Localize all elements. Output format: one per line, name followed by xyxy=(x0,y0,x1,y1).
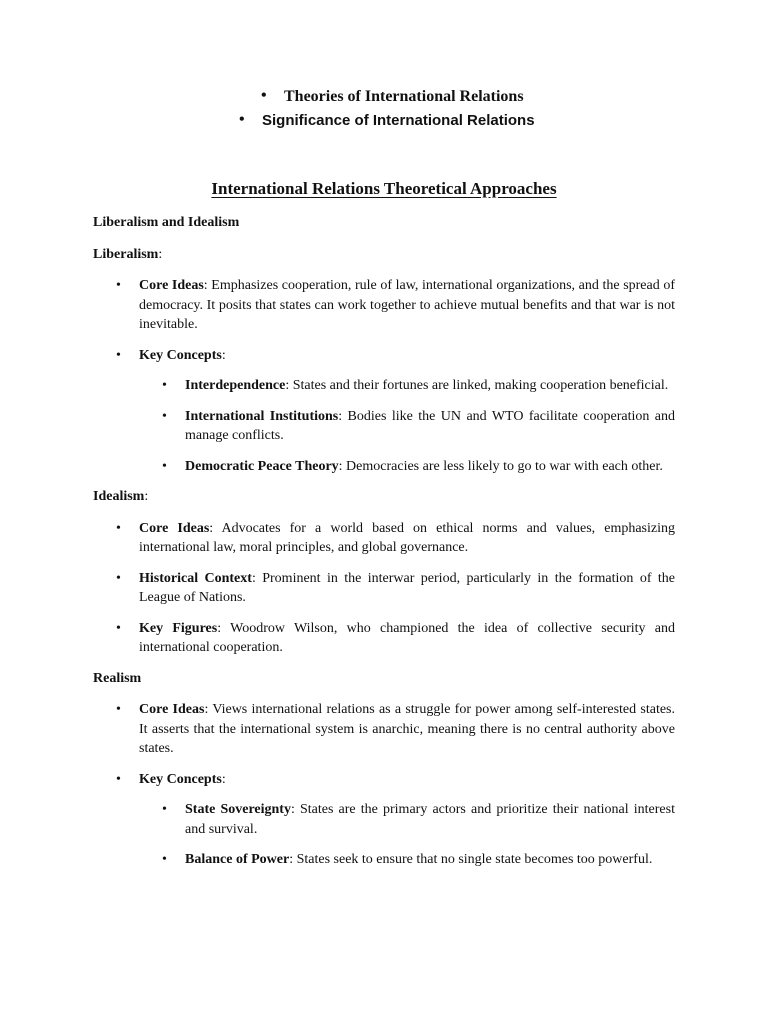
heading-idealism: Idealism: xyxy=(93,489,149,504)
list-item: • Core Ideas: Views international relations as a struggle for power among self-interested states. It asserts that the international system is anarchic, meaning there is no central authority above states. xyxy=(93,700,675,759)
sub-list-item: • International Institutions: Bodies like the UN and WTO facilitate cooperation and manage conflicts. xyxy=(93,407,675,446)
top-bullet-item xyxy=(0,86,768,109)
realism-key-concepts-list xyxy=(139,800,675,870)
liberalism-list xyxy=(93,276,675,476)
top-bullet-text: Significance of International Relations xyxy=(262,112,535,129)
heading-realism: Realism xyxy=(93,670,142,686)
list-item: • Historical Context: Prominent in the interwar period, particularly in the formation of the League of Nations. xyxy=(93,569,675,608)
heading-liberalism: Liberalism: xyxy=(93,246,163,262)
bullet-icon: • xyxy=(239,111,245,128)
document-body xyxy=(93,213,675,881)
heading-liberalism-idealism: Liberalism and Idealism xyxy=(93,215,240,230)
section-title: International Relations Theoretical Approaches xyxy=(211,179,557,198)
list-item: • Core Ideas: Emphasizes cooperation, rule of law, international organizations, and the spread of democracy. It posits that states can work together to achieve mutual benefits and that war is not inevitable. xyxy=(93,276,675,335)
sub-list-item: • Balance of Power: States seek to ensure that no single state becomes too powerful. xyxy=(93,850,675,870)
sub-list-item: • Democratic Peace Theory: Democracies are less likely to go to war with each other. xyxy=(93,457,675,477)
sub-list-item: • Interdependence: States and their fortunes are linked, making cooperation beneficial. xyxy=(93,376,675,396)
list-item: • Core Ideas: Advocates for a world based on ethical norms and values, emphasizing international law, moral principles, and global governance. xyxy=(93,519,675,558)
list-item: • Key Figures: Woodrow Wilson, who championed the idea of collective security and international cooperation. xyxy=(93,619,675,658)
realism-list xyxy=(93,700,675,870)
bullet-icon: • xyxy=(261,87,267,104)
top-bullet-text: Theories of International Relations xyxy=(284,88,524,105)
liberalism-key-concepts-list xyxy=(139,376,675,476)
top-bullet-list xyxy=(0,86,768,132)
sub-list-item: • State Sovereignty: States are the primary actors and prioritize their national interest and survival. xyxy=(93,800,675,839)
list-item: • Key Concepts: • Interdependence: States and their fortunes are linked, making cooperation beneficial. • International Institutions: Bodies like the UN and WTO facilitate cooperation and manage conflicts. • Democratic Peace Theory: Democracies are less likely to go to war with each other. xyxy=(93,346,675,477)
idealism-list xyxy=(93,519,675,658)
top-bullet-item xyxy=(0,109,768,132)
list-item: • Key Concepts: • State Sovereignty: States are the primary actors and prioritize their national interest and survival. • Balance of Power: States seek to ensure that no single state becomes too powerful. xyxy=(93,770,675,870)
